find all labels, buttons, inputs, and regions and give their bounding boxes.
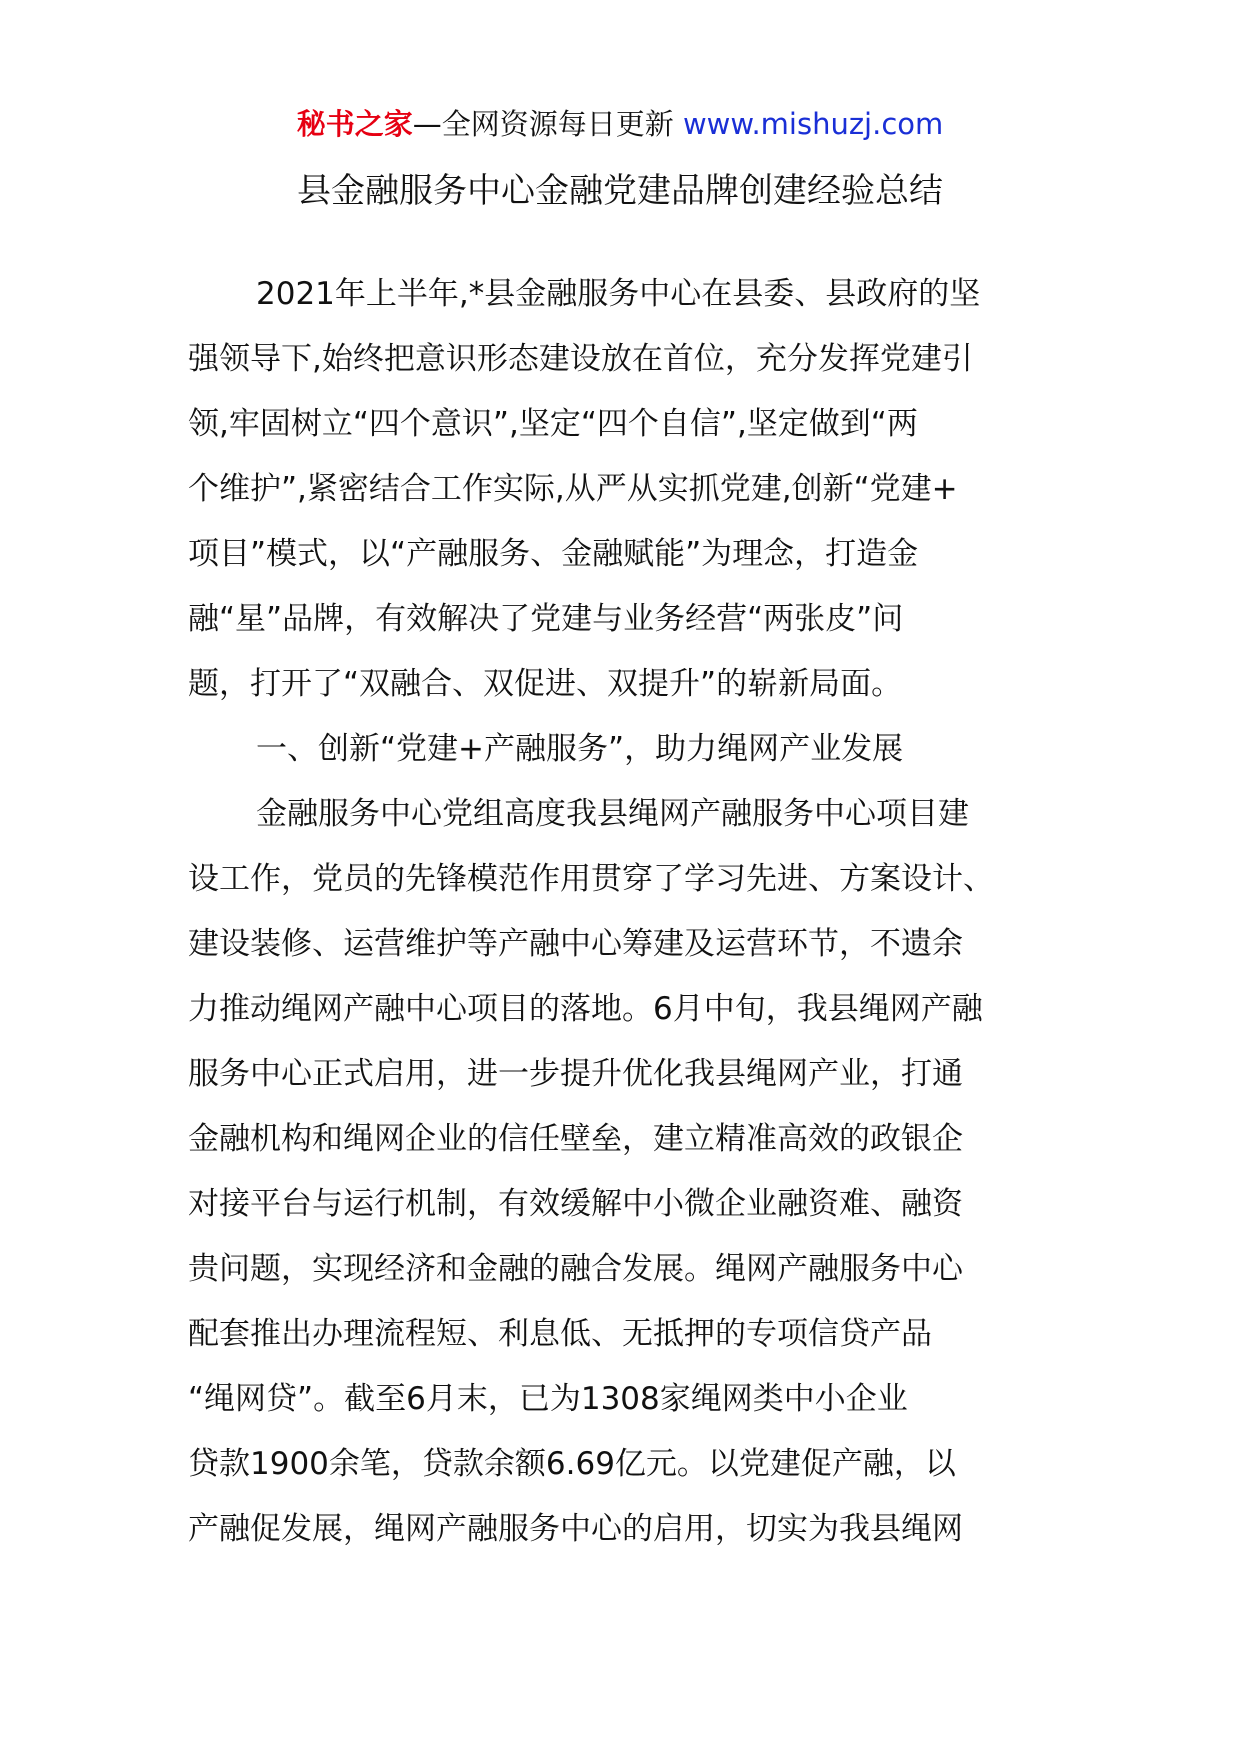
site-tagline: —全网资源每日更新	[412, 107, 674, 141]
paragraph-line: “绳网贷”。截至6月末，已为1308家绳网类中小企业	[188, 1381, 908, 1417]
paragraph-line: 金融机构和绳网企业的信任壁垒，建立精准高效的政银企	[188, 1121, 963, 1157]
paragraph-line: 金融服务中心党组高度我县绳网产融服务中心项目建	[256, 796, 969, 832]
paragraph-line: 强领导下,始终把意识形态建设放在首位，充分发挥党建引	[188, 341, 973, 377]
paragraph-line: 个维护”,紧密结合工作实际,从严从实抓党建,创新“党建+	[188, 471, 958, 507]
paragraph-line: 2021年上半年,*县金融服务中心在县委、县政府的坚	[256, 276, 981, 312]
site-brand: 秘书之家	[296, 107, 413, 141]
paragraph-line: 配套推出办理流程短、利息低、无抵押的专项信贷产品	[188, 1316, 932, 1352]
paragraph-line: 产融促发展，绳网产融服务中心的启用，切实为我县绳网	[188, 1511, 963, 1547]
paragraph-line: 力推动绳网产融中心项目的落地。6月中旬，我县绳网产融	[188, 991, 983, 1027]
section-heading: 一、创新“党建+产融服务”，助力绳网产业发展	[256, 731, 904, 767]
paragraph-line: 融“星”品牌，有效解决了党建与业务经营“两张皮”问	[188, 601, 904, 637]
site-header	[0, 104, 1240, 144]
paragraph-line: 服务中心正式启用，进一步提升优化我县绳网产业，打通	[188, 1056, 963, 1092]
paragraph-line: 贵问题，实现经济和金融的融合发展。绳网产融服务中心	[188, 1251, 963, 1287]
paragraph-line: 建设装修、运营维护等产融中心筹建及运营环节，不遗余	[188, 926, 963, 962]
paragraph-line: 题，打开了“双融合、双促进、双提升”的崭新局面。	[188, 666, 903, 702]
paragraph-line: 项目”模式，以“产融服务、金融赋能”为理念，打造金	[188, 536, 919, 572]
site-url-link[interactable]: www.mishuzj.com	[682, 107, 944, 141]
document-body	[188, 262, 1048, 1562]
paragraph-line: 对接平台与运行机制，有效缓解中小微企业融资难、融资	[188, 1186, 963, 1222]
paragraph-line: 贷款1900余笔，贷款余额6.69亿元。以党建促产融，以	[188, 1446, 956, 1482]
paragraph-line: 领,牢固树立“四个意识”,坚定“四个自信”,坚定做到“两	[188, 406, 918, 442]
paragraph-line: 设工作，党员的先锋模范作用贯穿了学习先进、方案设计、	[188, 861, 994, 897]
document-title: 县金融服务中心金融党建品牌创建经验总结	[297, 171, 943, 211]
